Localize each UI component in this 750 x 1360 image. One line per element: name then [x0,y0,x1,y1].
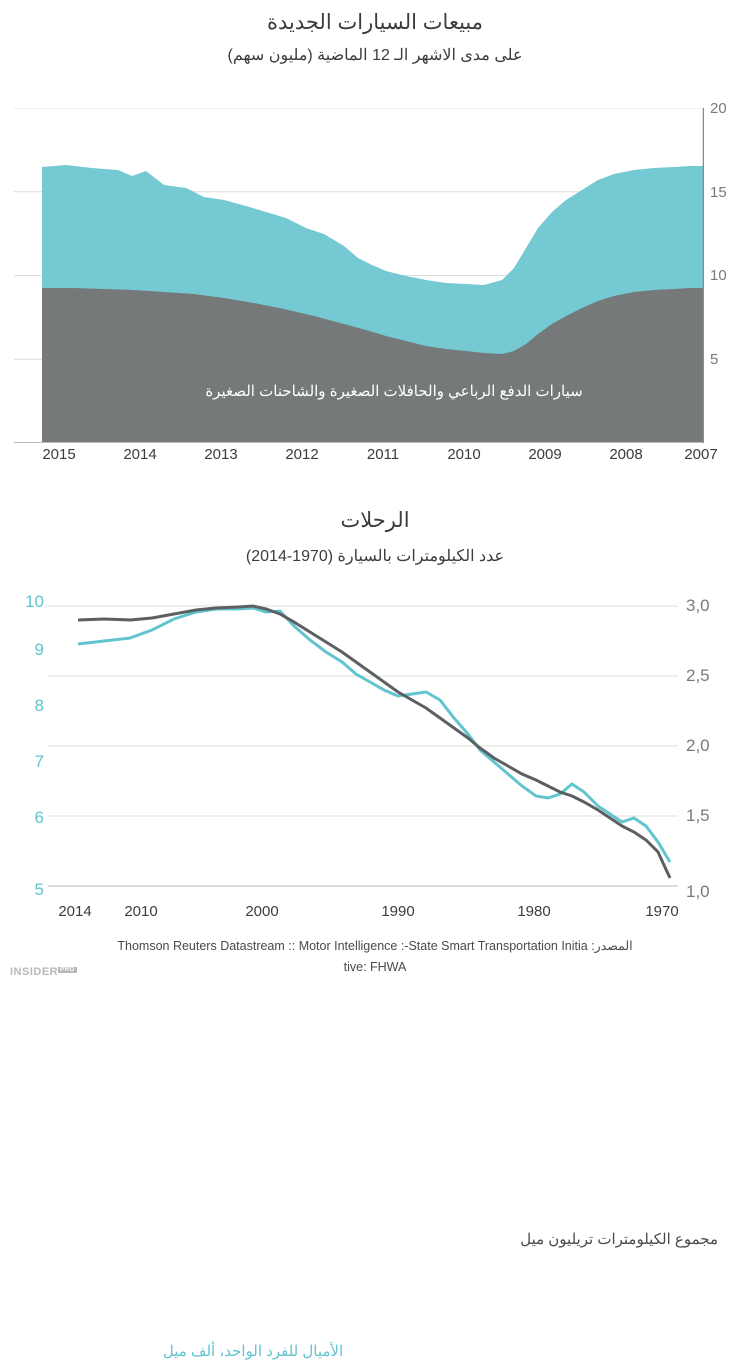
chart1-title: مبيعات السيارات الجديدة [266,11,484,34]
chart2-series-label-percapita: الأميال للفرد الواحد، ألف ميل [162,1343,344,1360]
chart1-xtick-2014: 2014 [123,446,157,463]
chart1-ytick-20: 20 [710,100,727,117]
chart2-left-ytick-6: 6 [34,808,44,827]
chart1-series-label-cars: السيارات [425,499,483,516]
chart1-y-axis [704,100,748,445]
chart1-xtick-2007: 2007 [684,446,718,463]
chart2-right-ytick-15: 1,5 [686,806,710,825]
chart1-ytick-5: 5 [710,351,719,368]
chart1-xtick-2010: 2010 [447,446,481,463]
chart2-left-ytick-8: 8 [34,696,44,715]
chart2-line-percapita [78,608,670,862]
chart2-left-ytick-7: 7 [34,752,44,771]
insider-pro-logo [10,966,77,978]
source-note [0,936,750,979]
chart2-left-ytick-5: 5 [34,880,44,899]
chart2-xtick-2000: 2000 [245,903,279,920]
chart1-ytick-15: 15 [710,184,727,201]
chart2-right-ytick-30: 3,0 [686,596,710,615]
logo-text: INSIDER [10,966,59,978]
chart1-xtick-2009: 2009 [528,446,562,463]
chart2-right-ytick-10: 1,0 [686,882,710,901]
chart1-xtick-2015: 2015 [42,446,76,463]
chart2-y-axis-right [686,592,736,912]
chart1-ytick-10: 10 [710,267,727,284]
chart1-series-label-trucks: سيارات الدفع الرباعي والحافلات الصغيرة والشاحنات الصغيرة [205,383,583,400]
chart2-right-ytick-25: 2,5 [686,666,710,685]
chart1-xtick-2008: 2008 [609,446,643,463]
chart2-svg [48,600,678,900]
chart2-xtick-1970: 1970 [645,903,679,920]
source-line-2: tive: FHWA [343,960,407,975]
chart1-subtitle: على مدى الاشهر الـ 12 الماضية (مليون سهم) [227,47,523,64]
chart2-xtick-1990: 1990 [381,903,415,920]
chart2-xtick-2010: 2010 [124,903,158,920]
chart2-left-ytick-9: 9 [34,640,44,659]
chart1-x-axis [14,446,718,470]
chart2-xtick-1980: 1980 [517,903,551,920]
chart2-x-axis [0,903,750,927]
chart2-title: الرحلات [340,509,410,532]
chart2-left-ytick-10: 10 [25,592,44,611]
chart2-subtitle: عدد الكيلومترات بالسيارة (1970-2014) [245,548,505,565]
chart1-xtick-2013: 2013 [204,446,238,463]
source-line-1: المصدر: Thomson Reuters Datastream :: Motor Intelligence :-State Smart Transportation Initia [117,939,633,953]
chart1-xtick-2012: 2012 [285,446,319,463]
chart2-xtick-2014: 2014 [58,903,92,920]
logo-sup: PRO [60,967,75,973]
chart2-line-total [78,606,670,878]
chart1-xtick-2011: 2011 [366,446,400,463]
chart2-y-axis-left [10,592,44,912]
chart2-right-ytick-20: 2,0 [686,736,710,755]
chart2-series-label-total: مجموع الكيلومترات تريليون ميل [520,1231,718,1248]
